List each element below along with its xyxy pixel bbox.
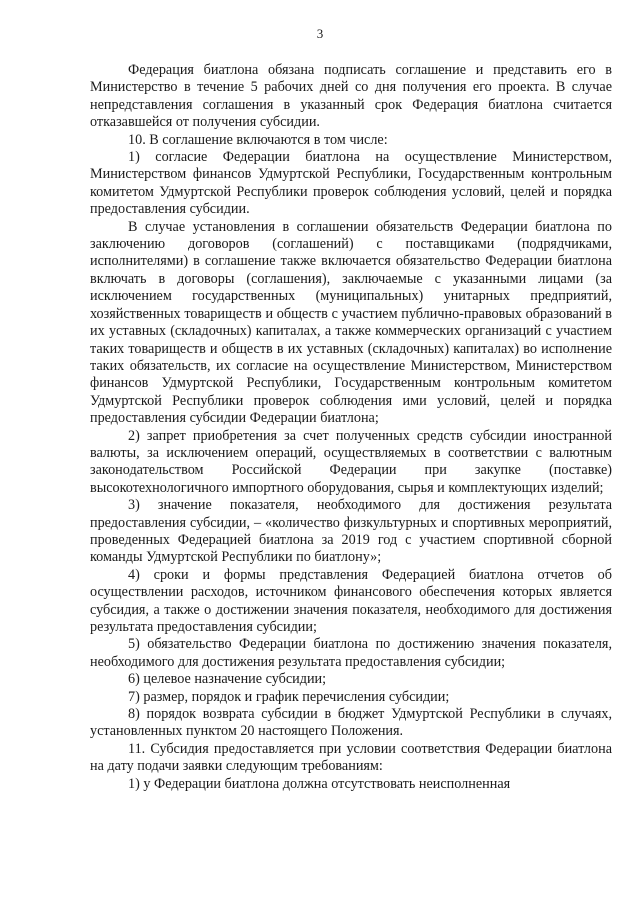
paragraph: 2) запрет приобретения за счет полученных средств субсидии иностранной валюты, за исключением операций, осуществляемых в соответствии с валютным законодательством Российской Федерации при закупке (поставке) высокотехнологичного импортного оборудования, сырья и комплектующих изделий; [90, 427, 612, 496]
paragraph: Федерация биатлона обязана подписать соглашение и представить его в Министерство в течение 5 рабочих дней со дня получения его проекта. В случае непредставления соглашения в указанный срок Федерация биатлона считается отказавшейся от получения субсидии. [90, 62, 612, 131]
paragraph: В случае установления в соглашении обязательств Федерации биатлона по заключению договоров (соглашений) с поставщиками (подрядчиками, исполнителями) в соглашение также включается обязательство Федерации биатлона включать в договоры (соглашения), заключаемые с указанными лицами (за исключением государственных (муниципальных) унитарных предприятий, хозяйственных товариществ и обществ с участием публично-правовых образований в их уставных (складочных) капиталах, а также коммерческих организаций с участием таких товариществ и обществ в их уставных (складочных) капиталах) во исполнение таких обязательств, их согласие на осуществление Министерством, Министерством финансов Удмуртской Республики, Государственным контрольным комитетом Удмуртской Республики проверок соблюдения ими условий, целей и порядка предоставления субсидии Федерации биатлона; [90, 218, 612, 427]
paragraph: 1) у Федерации биатлона должна отсутствовать неисполненная [128, 775, 511, 792]
page-number: 3 [316, 26, 324, 41]
paragraph: 1) согласие Федерации биатлона на осуществление Министерством, Министерством финансов Удмуртской Республики, Государственным контрольным комитетом Удмуртской Республики проверок соблюдения условий, целей и порядка предоставления субсидии. [90, 149, 612, 218]
paragraph: 8) порядок возврата субсидии в бюджет Удмуртской Республики в случаях, установленных пунктом 20 настоящего Положения. [90, 706, 612, 740]
paragraph: 6) целевое назначение субсидии; [128, 671, 327, 688]
paragraph: 4) сроки и формы представления Федерацией биатлона отчетов об осуществлении расходов, источником финансового обеспечения которых является субсидия, а также о достижении значения показателя, необходимого для достижения результата предоставления субсидии; [90, 566, 612, 635]
paragraph: 5) обязательство Федерации биатлона по достижению значения показателя, необходимого для достижения результата предоставления субсидии; [90, 636, 612, 670]
paragraph: 10. В соглашение включаются в том числе: [128, 131, 388, 148]
paragraph: 7) размер, порядок и график перечисления субсидии; [128, 688, 450, 705]
document-body [90, 62, 612, 793]
paragraph: 11. Субсидия предоставляется при условии соответствия Федерации биатлона на дату подачи заявки следующим требованиям: [90, 740, 612, 775]
paragraph: 3) значение показателя, необходимого для достижения результата предоставления субсидии, – «количество физкультурных и спортивных мероприятий, проведенных Федерацией биатлона за 2019 год с участием спортивной сборной команды Удмуртской Республики по биатлону»; [90, 497, 612, 566]
